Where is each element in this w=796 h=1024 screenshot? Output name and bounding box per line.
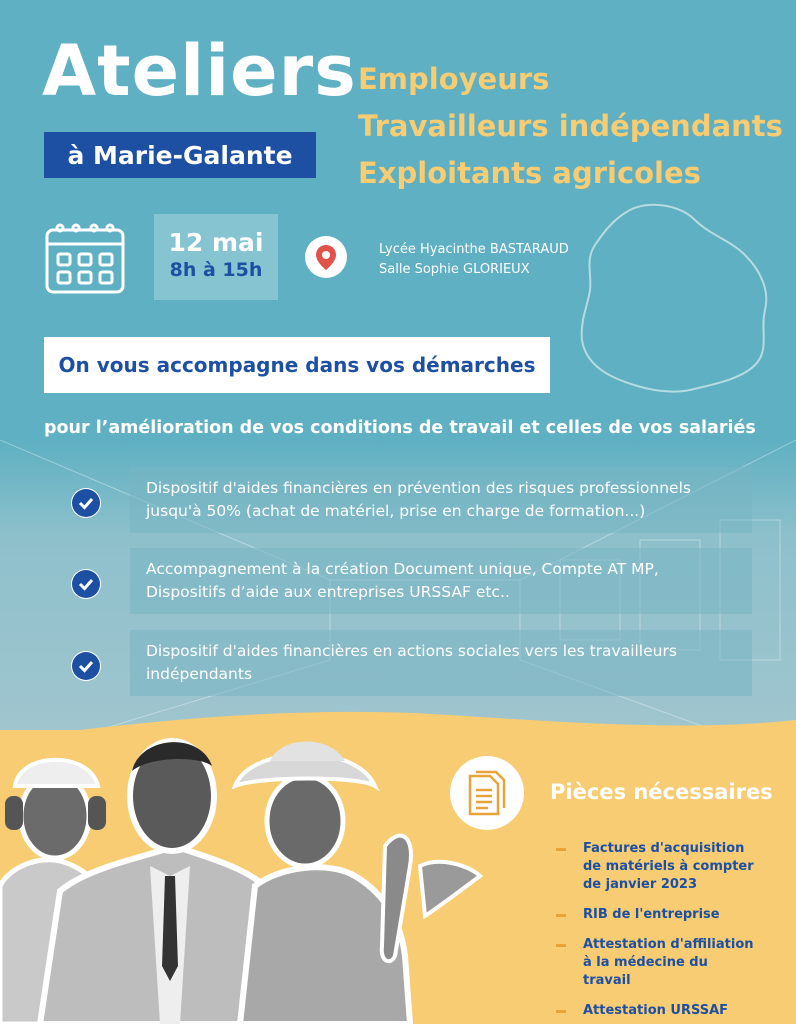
- documents-list: [556, 840, 756, 1024]
- documents-item-text: Attestation d'affiliation à la médecine du travail: [583, 937, 754, 988]
- venue-room: Salle Sophie GLORIEUX: [379, 262, 530, 277]
- support-banner: On vous accompagne dans vos démarches: [44, 337, 550, 393]
- audience-list: [358, 56, 783, 197]
- venue: [379, 240, 569, 280]
- audience-item: Travailleurs indépendants: [358, 109, 783, 143]
- event-hours: 8h à 15h: [169, 259, 263, 281]
- check-icon: [71, 488, 101, 518]
- location-pin-icon: [305, 236, 347, 278]
- documents-item-text: Attestation URSSAF: [583, 1003, 729, 1018]
- documents-title: Pièces nécessaires: [550, 780, 773, 804]
- location-badge: à Marie-Galante: [44, 132, 316, 178]
- workers-illustration: [0, 716, 500, 1024]
- check-icon: [71, 569, 101, 599]
- island-outline: [570, 200, 780, 400]
- event-date: 12 mai: [168, 228, 264, 257]
- farmer-figure: [235, 741, 480, 1024]
- audience-item: Employeurs: [358, 62, 550, 96]
- documents-list-item: [556, 1002, 756, 1020]
- venue-name: Lycée Hyacinthe BASTARAUD: [379, 242, 569, 257]
- support-item: Dispositif d'aides financières en actions sociales vers les travailleurs indépendants: [130, 630, 752, 696]
- audience-item: Exploitants agricoles: [358, 156, 701, 190]
- support-item: Accompagnement à la création Document unique, Compte AT MP, Dispositifs d’aide aux entreprises URSSAF etc..: [130, 548, 752, 614]
- calendar-icon: [44, 222, 126, 296]
- documents-item-text: RIB de l'entreprise: [583, 907, 720, 922]
- support-subtitle: pour l’amélioration de vos conditions de travail et celles de vos salariés: [44, 418, 756, 438]
- documents-list-item: [556, 906, 756, 924]
- documents-item-text: Factures d'acquisition de matériels à compter de janvier 2023: [583, 841, 754, 892]
- documents-list-item: [556, 936, 756, 990]
- date-box: [154, 214, 278, 300]
- check-icon: [71, 651, 101, 681]
- document-icon-circle: [450, 756, 524, 830]
- documents-list-item: [556, 840, 756, 894]
- support-item: Dispositif d'aides financières en prévention des risques professionnels jusqu'à 50% (achat de matériel, prise en charge de formation...): [130, 467, 752, 533]
- document-icon: [466, 770, 508, 816]
- page-title: Ateliers: [42, 30, 357, 112]
